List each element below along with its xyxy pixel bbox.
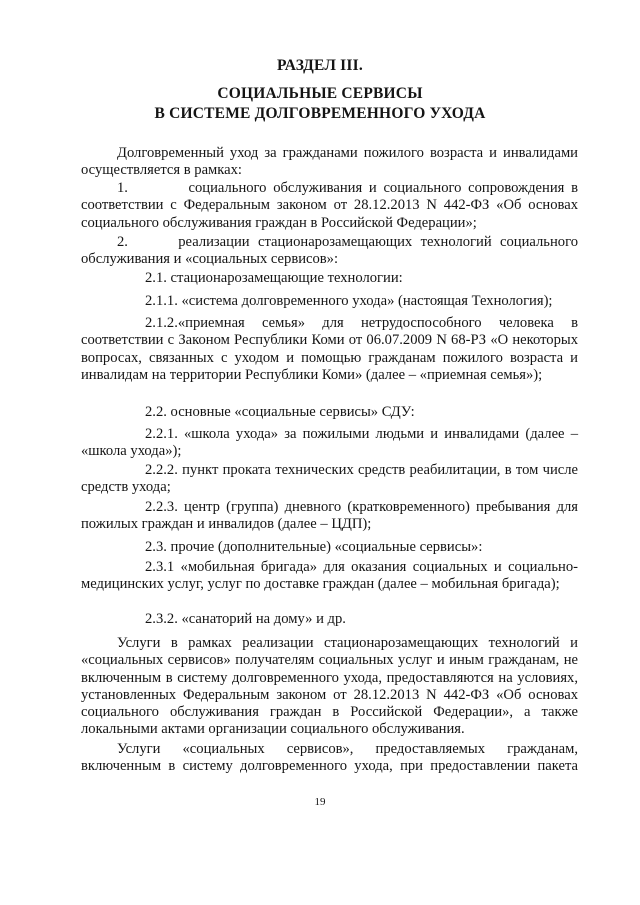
list-item-1: 1. социального обслуживания и социального сопровождения в соответствии с Федеральным законом от 28.12.2013 N 442-ФЗ «Об основах социального обслуживания граждан в Российской Федерации»; bbox=[81, 180, 578, 231]
services-paragraph: Услуги в рамках реализации стационарозамещающих технологий и «социальных сервисов» получателям социальных услуг и иным гражданам, не включенным в систему долговременного ухода, предоставляются на условиях, установленных Федеральным законом от 28.12.2013 N 442-ФЗ «Об основах социального обслуживания граждан в Российской Федерации», а также локальными актами организации социального обслуживания. bbox=[81, 635, 578, 738]
last-paragraph: Услуги «социальных сервисов», предоставляемых гражданам, включенным в систему долговременного ухода, при предоставлении пакета bbox=[81, 741, 578, 775]
intro-paragraph: Долговременный уход за гражданами пожилого возраста и инвалидами осуществляется в рамках: bbox=[81, 145, 578, 179]
list-item-2: 2. реализации стационарозамещающих технологий социального обслуживания и «социальных сервисов»: bbox=[81, 234, 578, 268]
list-item-2-3: 2.3. прочие (дополнительные) «социальные сервисы»: bbox=[145, 539, 483, 555]
section-title-line1: СОЦИАЛЬНЫЕ СЕРВИСЫ bbox=[217, 85, 423, 102]
list-item-2-1: 2.1. стационарозамещающие технологии: bbox=[145, 270, 403, 286]
list-item-2-2-1: 2.2.1. «школа ухода» за пожилыми людьми и инвалидами (далее – «школа ухода»); bbox=[81, 426, 578, 460]
list-item-2-3-1: 2.3.1 «мобильная бригада» для оказания социальных и социально-медицинских услуг, услуг по доставке граждан (далее – мобильная бригада); bbox=[81, 559, 578, 593]
list-item-2-2-3: 2.2.3. центр (группа) дневного (кратковременного) пребывания для пожилых граждан и инвалидов (далее – ЦДП); bbox=[81, 499, 578, 533]
list-item-2-3-2: 2.3.2. «санаторий на дому» и др. bbox=[145, 611, 346, 627]
page-number: 19 bbox=[314, 796, 326, 808]
list-item-2-1-2: 2.1.2.«приемная семья» для нетрудоспособного человека в соответствии с Законом Республики Коми от 06.07.2009 N 68-РЗ «О некоторых вопросах, связанных с уходом и помощью гражданам пожилого возраста и инвалидам на территории Республики Коми» (далее – «приемная семья»); bbox=[81, 315, 578, 383]
section-number: РАЗДЕЛ III. bbox=[277, 57, 363, 74]
list-item-2-2: 2.2. основные «социальные сервисы» СДУ: bbox=[145, 404, 415, 420]
list-item-2-2-2: 2.2.2. пункт проката технических средств реабилитации, в том числе средств ухода; bbox=[81, 462, 578, 496]
section-title-line2: В СИСТЕМЕ ДОЛГОВРЕМЕННОГО УХОДА bbox=[154, 105, 486, 122]
list-item-2-1-1: 2.1.1. «система долговременного ухода» (настоящая Технология); bbox=[145, 293, 553, 309]
